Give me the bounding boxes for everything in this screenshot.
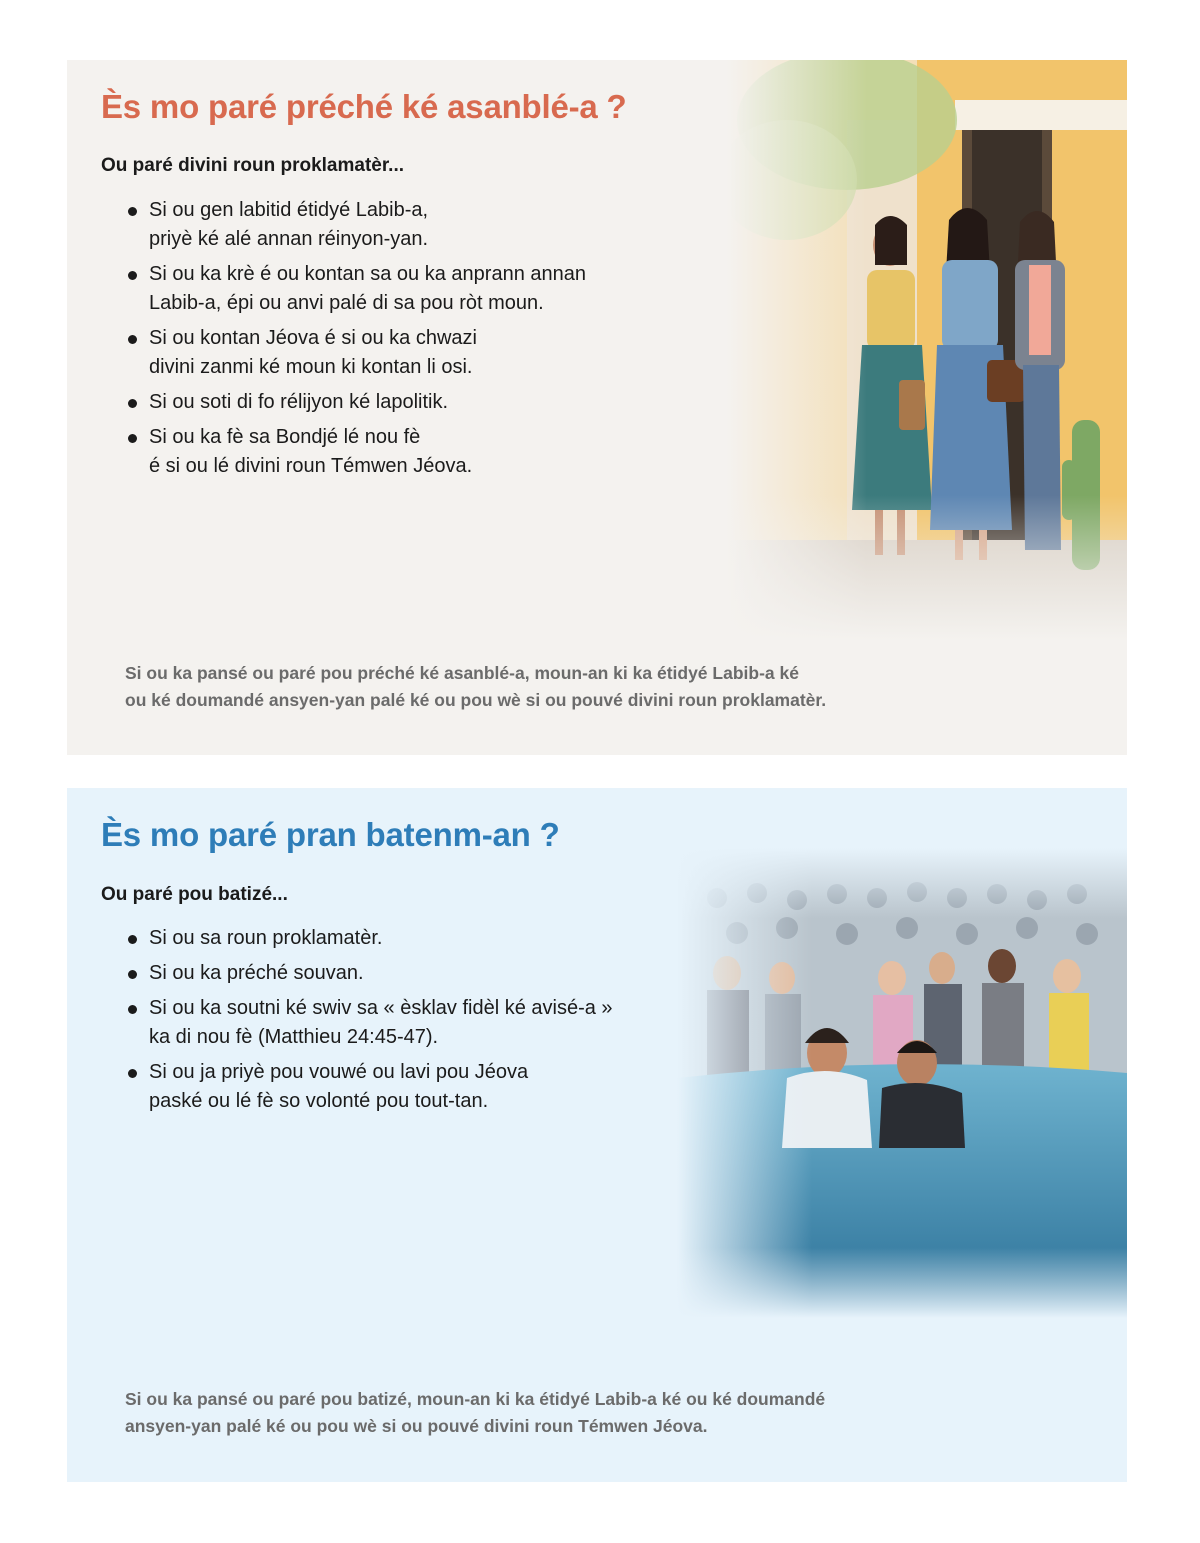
bullet-icon xyxy=(128,935,137,944)
list-item: Si ou ja priyè pou vouwé ou lavi pou Jéova paské ou lé fè so volonté pou tout-tan. xyxy=(125,1058,613,1116)
bullet-icon xyxy=(128,335,137,344)
bullet-icon xyxy=(128,271,137,280)
preaching-card xyxy=(67,60,1127,755)
section-note: Si ou ka pansé ou paré pou batizé, moun-an ki ka étidyé Labib-a ké ou ké doumandé ansyen-yan palé ké ou pou wè si ou pouvé divini roun Témwen Jéova. xyxy=(125,1389,826,1436)
section-note: Si ou ka pansé ou paré pou préché ké asanblé-a, moun-an ki ka étidyé Labib-a ké ou ké doumandé ansyen-yan palé ké ou pou wè si ou pouvé divini roun proklamatèr. xyxy=(125,663,827,710)
bullet-icon xyxy=(128,399,137,408)
bullet-icon xyxy=(128,1005,137,1014)
bullet-icon xyxy=(128,1069,137,1078)
list-item: Si ou kontan Jéova é si ou ka chwazi divini zanmi ké moun ki kontan li osi. xyxy=(125,324,586,382)
requirements-list xyxy=(125,196,586,487)
baptism-card xyxy=(67,788,1127,1482)
baptism-illustration xyxy=(677,848,1127,1318)
list-item: Si ou ka krè é ou kontan sa ou ka anprann annan Labib-a, épi ou anvi palé di sa pou ròt moun. xyxy=(125,260,586,318)
list-item: Si ou ka préché souvan. xyxy=(125,959,613,988)
section-title: Ès mo paré préché ké asanblé-a ? xyxy=(101,88,627,125)
section-subtitle: Ou paré divini roun proklamatèr... xyxy=(101,155,405,176)
list-item: Si ou ka soutni ké swiv sa « èsklav fidèl ké avisé-a » ka di nou fè (Matthieu 24:45-47). xyxy=(125,994,613,1052)
requirements-list xyxy=(125,924,613,1122)
list-item: Si ou soti di fo rélijyon ké lapolitik. xyxy=(125,388,586,417)
list-item: Si ou gen labitid étidyé Labib-a, priyè ké alé annan réinyon-yan. xyxy=(125,196,586,254)
bullet-icon xyxy=(128,207,137,216)
list-item: Si ou sa roun proklamatèr. xyxy=(125,924,613,953)
bullet-icon xyxy=(128,970,137,979)
section-subtitle: Ou paré pou batizé... xyxy=(101,884,288,905)
bullet-icon xyxy=(128,434,137,443)
section-title: Ès mo paré pran batenm-an ? xyxy=(101,816,560,853)
preaching-illustration xyxy=(727,60,1127,640)
list-item: Si ou ka fè sa Bondjé lé nou fè é si ou lé divini roun Témwen Jéova. xyxy=(125,423,586,481)
